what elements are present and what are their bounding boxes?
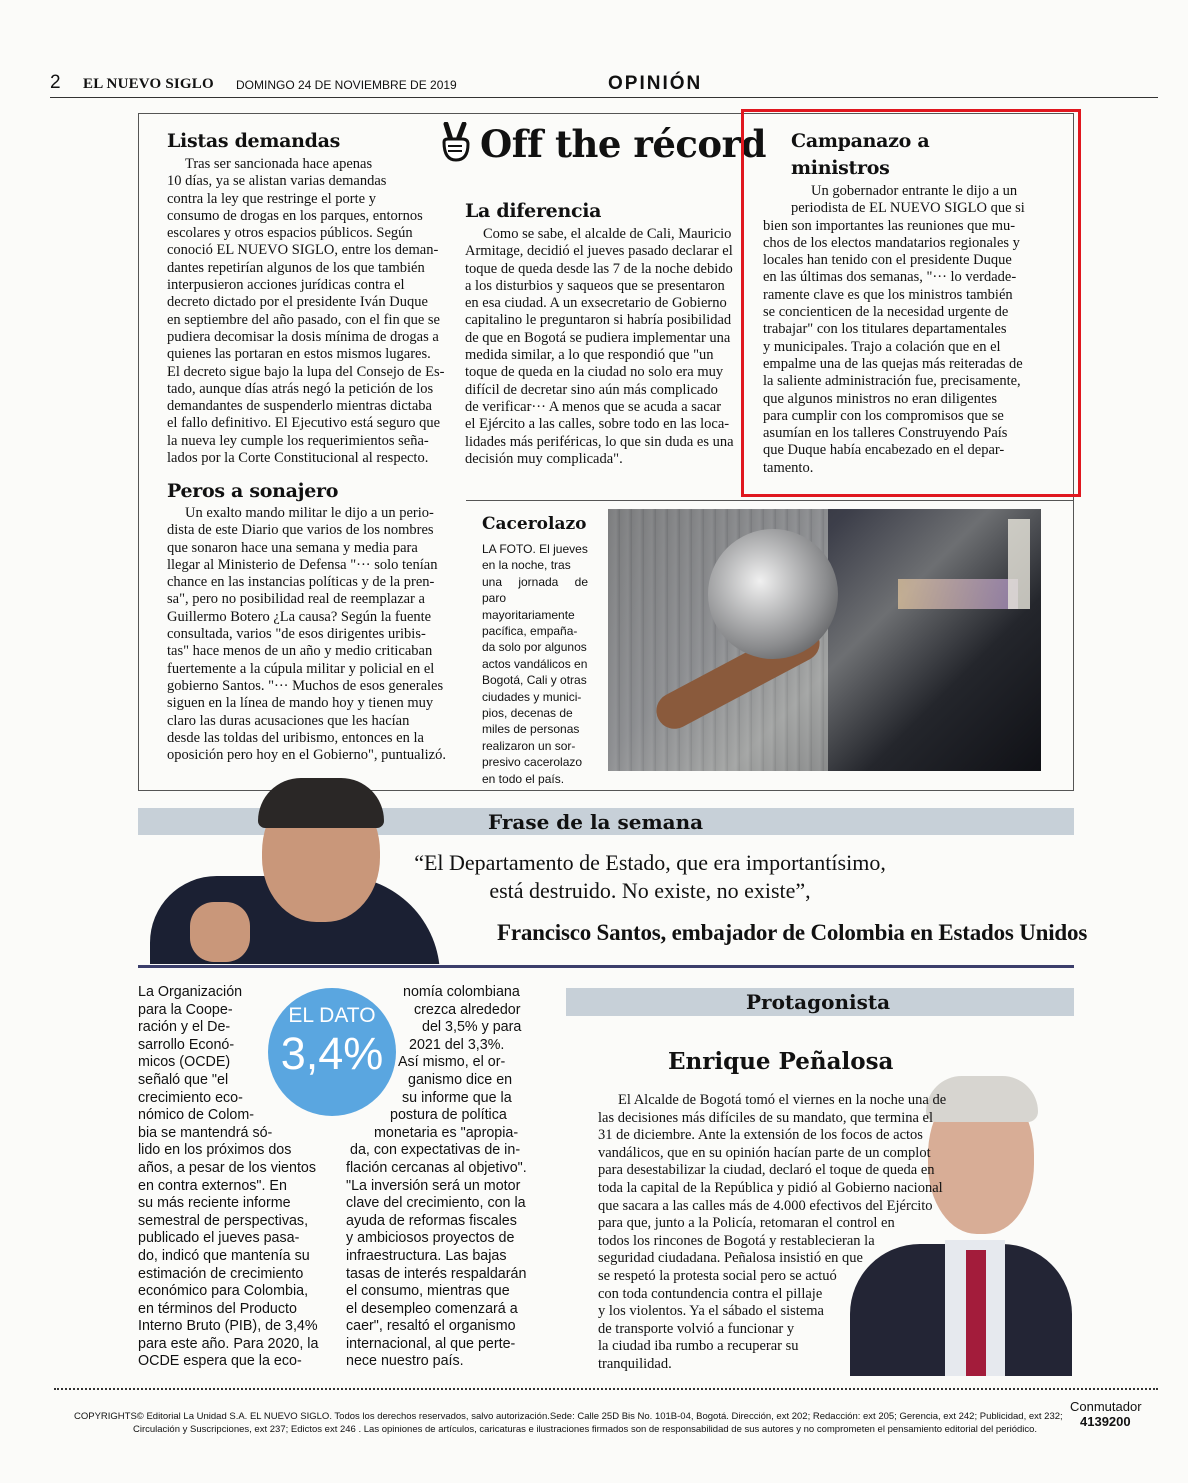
protagonista-line: tranquilidad. — [598, 1355, 672, 1372]
article-line: dista de este Diario que varios de los nombres — [167, 522, 434, 539]
article-line: gobierno Santos. "··· Muchos de esos generales — [167, 677, 444, 694]
article-line: chos de los electos mandatarios regionales y — [763, 234, 1020, 251]
article-line: el fallo definitivo. El Ejecutivo está seguro que — [167, 415, 441, 432]
dato-line: su informe que la — [402, 1089, 512, 1106]
footer-copyright: COPYRIGHTS© Editorial La Unidad S.A. EL NUEVO SIGLO. Todos los derechos reservados, salvo autorización.Sede: Calle 25D Bis No. 101B-04, Bogotá. Dirección, ext 202; Redacción: ext 205; Gerencia, ext 242; Publicidad, ext 232; — [74, 1411, 1063, 1422]
protagonista-line: seguridad ciudadana. Peñalosa insistió en que — [598, 1250, 863, 1267]
article-line: asumían en los talleres Construyendo País — [763, 425, 1008, 442]
dato-value: 3,4% — [280, 1028, 384, 1079]
article-line: decreto dictado por el presidente Iván Duque — [167, 294, 428, 311]
dato-line: el desempleo comenzará a — [346, 1300, 518, 1317]
quote-line: está destruido. No existe, no existe”, — [489, 878, 811, 903]
article-line: de que en Bogotá se pudiera implementar una — [465, 329, 731, 346]
article-line: locales han tenido con el presidente Duque — [763, 252, 1012, 269]
section-title: OPINIÓN — [608, 73, 703, 94]
frase-rule — [138, 965, 1074, 968]
article-line: toque de queda desde las 7 de la noche debido — [465, 260, 733, 277]
article-line: consultada, varios "de esos dirigentes uribis- — [167, 626, 426, 643]
dato-line: postura de política — [390, 1107, 507, 1124]
protagonista-line: toda la capital de la República y pidió al Gobierno nacional — [598, 1179, 943, 1196]
caption-line: mayoritariamente — [482, 607, 575, 622]
article-line: siguen en la línea de mando hoy y tienen muy — [167, 695, 434, 712]
caption-line: realizaron un sor- — [482, 738, 576, 753]
protagonista-line: se respetó la protesta social pero se actuó — [598, 1267, 837, 1284]
article-line: lados por la Corte Constitucional al respecto. — [167, 450, 429, 467]
protagonista-line: que sacara a las calles más de 4.000 efectivos del Ejército — [598, 1197, 933, 1214]
protagonista-title: Protagonista — [746, 990, 891, 1014]
article-line: Un gobernador entrante le dijo a un — [811, 183, 1018, 199]
switchboard-number: 4139200 — [1080, 1414, 1131, 1429]
switchboard-label: Conmutador — [1070, 1399, 1142, 1414]
article-line: toque de queda en la ciudad no solo era muy — [465, 364, 724, 381]
dato-line: en términos del Producto — [138, 1300, 297, 1317]
article-line: llegar al Ministerio de Defensa "··· solo tenían — [167, 556, 438, 573]
article-line: de verificar··· A menos que se acuda a sacar — [465, 398, 722, 415]
article-line: que Duque había encabezado en el depar- — [763, 442, 1005, 459]
caption-line: en la noche, tras — [482, 558, 571, 573]
dato-line: Interno Bruto (PIB), de 3,4% — [138, 1318, 318, 1335]
article-line: demandantes de suspenderlo mientras dictaba — [167, 398, 432, 415]
footer-disclaimer: Circulación y Suscripciones, ext 237; Edictos ext 246 . Las opiniones de artículos, caricaturas e ilustraciones firmados son de responsabilidad de sus autores y no comprometen el pensamiento editorial del periódico. — [133, 1424, 1038, 1435]
caption-line: presivo cacerolazo — [482, 755, 583, 770]
dato-line: caer", resaltó el organismo — [346, 1318, 516, 1335]
dato-line: infraestructura. Las bajas — [346, 1247, 507, 1264]
dato-line: para este año. Para 2020, la — [138, 1335, 319, 1352]
page-number: 2 — [50, 72, 61, 93]
protagonista-line: y los violentos. Ya el sábado el sistema — [598, 1303, 824, 1320]
protagonista-line: para desestabilizar la ciudad, declaró el toque de queda en — [598, 1162, 935, 1179]
dato-line: estimación de crecimiento — [138, 1265, 304, 1282]
dato-line: y ambiciosos proyectos de — [346, 1230, 515, 1247]
caption-line: pacífica, empaña- — [482, 624, 578, 639]
dato-line: su más reciente informe — [138, 1195, 291, 1212]
article-line: desde las toldas del uribismo, entonces en la — [167, 729, 424, 746]
article-line: dantes repetirían algunos de los que también — [167, 259, 425, 276]
dato-line: bia se mantendrá só- — [138, 1124, 273, 1141]
dato-column-2 — [346, 984, 536, 1371]
protagonista-line: de transporte volvió a funcionar y — [598, 1320, 795, 1337]
protagonista-line: 31 de diciembre. Ante la extensión de los focos de actos — [598, 1127, 923, 1144]
dato-line: señaló que "el — [138, 1071, 229, 1088]
dato-line: La Organización — [138, 984, 243, 1000]
caption-line: LA FOTO. El jueves — [482, 542, 588, 556]
article-line: pudiera decomisar la dosis mínima de drogas a — [167, 328, 439, 345]
dato-line: del 3,5% y para — [422, 1019, 522, 1036]
article-line: 10 días, ya se alistan varias demandas — [167, 173, 387, 190]
heading-line: Campanazo a — [791, 130, 930, 152]
heading-line: ministros — [791, 157, 890, 179]
article-line: claro las duras acusaciones que les hacían — [167, 712, 410, 729]
portrait-tie — [966, 1250, 986, 1376]
dato-line: nomía colombiana — [403, 984, 520, 1000]
article-line: periodista de EL NUEVO SIGLO que si — [791, 200, 1025, 217]
article-line: consumo de drogas en los parques, entornos — [167, 207, 423, 224]
dato-line: años, a pesar de los vientos — [138, 1159, 317, 1176]
protagonista-text — [598, 1092, 946, 1374]
article-line: chance en las instancias políticas y de la pren- — [167, 574, 435, 591]
protagonista-line: las decisiones más difíciles de su mandato, que termina el — [598, 1109, 934, 1126]
dato-line: 2021 del 3,3%. — [409, 1036, 505, 1053]
article-line: tado, aunque días atrás negó la petición de los — [167, 380, 434, 397]
dato-line: OCDE espera que la eco- — [138, 1353, 302, 1370]
dato-line: do, indicó que mantenía su — [138, 1247, 310, 1264]
dato-line: económico para Colombia, — [138, 1283, 309, 1300]
article-line: quienes las portaran en estos mismos lugares. — [167, 346, 431, 363]
article-line: capitalino le preguntaron si habría posibilidad — [465, 312, 732, 329]
article-line: difícil de decretar sino aún más complicado — [465, 381, 718, 398]
article-line: escolares y otros espacios públicos. Según — [167, 225, 413, 242]
article-la-diferencia — [465, 226, 741, 468]
article-line: en las últimas dos semanas, "··· lo verdade- — [763, 269, 1017, 286]
protagonista-line: todos los rincones de Bogotá y restablecieran la — [598, 1232, 875, 1249]
dato-line: Así mismo, el or- — [398, 1054, 506, 1071]
dato-label: EL DATO — [288, 1004, 376, 1027]
article-line: que sonaron hace una semana y media para — [167, 539, 418, 556]
off-the-record-title: Off the récord — [480, 122, 766, 166]
dato-line: lido en los próximos dos — [138, 1142, 292, 1159]
paper-name: EL NUEVO SIGLO — [83, 76, 214, 92]
cacerolazo-photo — [608, 509, 1041, 771]
dato-line: sarrollo Econó- — [138, 1036, 235, 1053]
dato-line: monetaria es "apropia- — [374, 1124, 519, 1141]
protagonista-band — [566, 988, 1074, 1016]
article-line: bien son importantes las reuniones que mu- — [763, 217, 1016, 234]
dato-line: para la Coope- — [138, 1001, 233, 1018]
protagonista-line: para que, junto a la Policía, retomaran el control en — [598, 1215, 895, 1232]
photo-caption-title: Cacerolazo — [482, 514, 587, 534]
article-line: para cumplir con los compromisos que se — [763, 407, 1004, 424]
caption-line: miles de personas — [482, 722, 580, 737]
dato-line: ganismo dice en — [408, 1071, 513, 1088]
article-line: trabajar" con los titulares departamentales — [763, 321, 1007, 338]
dato-line: clave del crecimiento, con la — [346, 1195, 526, 1212]
article-line: medida similar, a lo que respondió que "un — [465, 347, 714, 364]
heading-listas-demandas: Listas demandas — [167, 130, 341, 152]
article-line: El decreto sigue bajo la lupa del Consejo de Es- — [167, 363, 445, 380]
protagonista-line: la ciudad iba rumbo a recuperar su — [598, 1338, 799, 1355]
dato-line: micos (OCDE) — [138, 1054, 231, 1071]
dato-line: ayuda de reformas fiscales — [346, 1212, 517, 1229]
article-line: Como se sabe, el alcalde de Cali, Mauricio — [483, 226, 732, 242]
protagonista-line: vandálicos, que en su opinión hacían parte de un complot — [598, 1144, 931, 1161]
caption-line: una jornada de paro — [482, 574, 588, 606]
article-line: decisión muy complicada". — [465, 450, 623, 467]
footer-rule — [54, 1388, 1158, 1390]
photo-divider — [466, 500, 1074, 501]
dato-line: crezca alrededor — [414, 1001, 521, 1018]
protagonista-line: con toda contundencia contra el pillaje — [598, 1285, 823, 1302]
dato-line: "La inversión será un motor — [346, 1177, 521, 1194]
dato-line: nece nuestro país. — [346, 1353, 464, 1370]
article-line: oposición pero hoy en el Gobierno", puntualizó. — [167, 747, 446, 764]
dato-line: crecimiento eco- — [138, 1089, 243, 1106]
dato-line: nómico de Colom- — [138, 1107, 255, 1124]
dato-line: flación cercanas al objetivo". — [346, 1159, 527, 1176]
dato-line: el consumo, mientras que — [346, 1283, 510, 1300]
frase-title: Frase de la semana — [488, 810, 704, 834]
portrait-hair — [258, 778, 384, 828]
article-line: Armitage, decidió el jueves pasado declarar el — [465, 243, 733, 260]
article-line: que algunos ministros no eran diligentes — [763, 390, 997, 407]
article-line: la saliente administración fue, precisamente, — [763, 373, 1021, 390]
dato-line: da, con expectativas de in- — [350, 1142, 521, 1159]
dato-line: semestral de perspectivas, — [138, 1212, 309, 1229]
quote-line: “El Departamento de Estado, que era importantísimo, — [414, 850, 886, 875]
article-line: la nueva ley cumple los requerimientos seña- — [167, 432, 429, 449]
caption-line: en todo el país. — [482, 771, 565, 786]
article-line: en esa ciudad. A un exsecretario de Gobierno — [465, 295, 727, 312]
frase-author: Francisco Santos, embajador de Colombia en Estados Unidos — [497, 920, 1088, 945]
caption-line: Bogotá, Cali y otras — [482, 673, 587, 688]
article-line: tamento. — [763, 459, 814, 476]
dato-line: publicado el jueves pasa- — [138, 1230, 300, 1247]
caption-line: da solo por algunos — [482, 640, 587, 655]
article-line: lidades más periféricas, lo que sin duda es una — [465, 433, 734, 450]
protagonista-line: El Alcalde de Bogotá tomó el viernes en la noche una de — [618, 1092, 947, 1108]
article-line: Tras ser sancionada hace apenas — [185, 156, 373, 172]
heading-la-diferencia: La diferencia — [465, 200, 602, 222]
dato-line: en contra externos". En — [138, 1177, 287, 1194]
article-listas-demandas — [167, 156, 447, 467]
photo-tower — [1008, 519, 1030, 609]
article-line: a los disturbios y saqueos que se presentaron — [465, 277, 725, 294]
article-campanazo — [763, 183, 1043, 477]
article-line: ramente clave es que los ministros también — [763, 286, 1013, 303]
dato-line: ración y el De- — [138, 1019, 231, 1036]
caption-line: ciudades y munici- — [482, 689, 582, 704]
heading-campanazo — [791, 128, 929, 182]
photo-bridge-lights — [898, 579, 1018, 609]
article-line: empalme una de las quejas más reiteradas de — [763, 355, 1023, 372]
masthead — [50, 72, 1158, 98]
article-line: en septiembre del año pasado, con el fin que se — [167, 311, 440, 328]
article-line: el Ejército a las calles, sobre todo en las loca- — [465, 416, 730, 433]
article-line: se concienticen de la necesidad urgente de — [763, 304, 1009, 321]
protagonista-name: Enrique Peñalosa — [668, 1048, 894, 1075]
frase-quote — [300, 849, 1000, 905]
portrait-hand — [190, 902, 250, 962]
article-line: Guillermo Botero ¿La causa? Según la fuente — [167, 608, 432, 625]
article-line: sa", pero no posibilidad real de reemplazar a — [167, 591, 425, 608]
article-line: contra la ley que restringe el porte y — [167, 190, 376, 207]
caption-line: actos vandálicos en — [482, 656, 588, 671]
article-line: fuertemente a la cúpula militar y policial en el — [167, 660, 435, 677]
photo-pot — [708, 529, 838, 659]
article-line: conoció EL NUEVO SIGLO, entre los deman- — [167, 242, 439, 259]
article-line: Un exalto mando militar le dijo a un perio- — [185, 505, 434, 521]
issue-date: DOMINGO 24 DE NOVIEMBRE DE 2019 — [236, 78, 457, 92]
dato-line: tasas de interés respaldarán — [346, 1265, 527, 1282]
article-line: tas" hace menos de un año y medio criticaban — [167, 643, 433, 660]
article-line: y municipales. Trajo a colación que en el — [763, 338, 1001, 355]
dato-line: internacional, al que perte- — [346, 1335, 516, 1352]
photo-caption — [482, 541, 588, 787]
article-line: interpusieron acciones jurídicas contra el — [167, 277, 405, 294]
caption-line: pios, decenas de — [482, 706, 573, 721]
article-peros-a-sonajero — [167, 505, 447, 764]
heading-peros-a-sonajero: Peros a sonajero — [167, 480, 339, 502]
